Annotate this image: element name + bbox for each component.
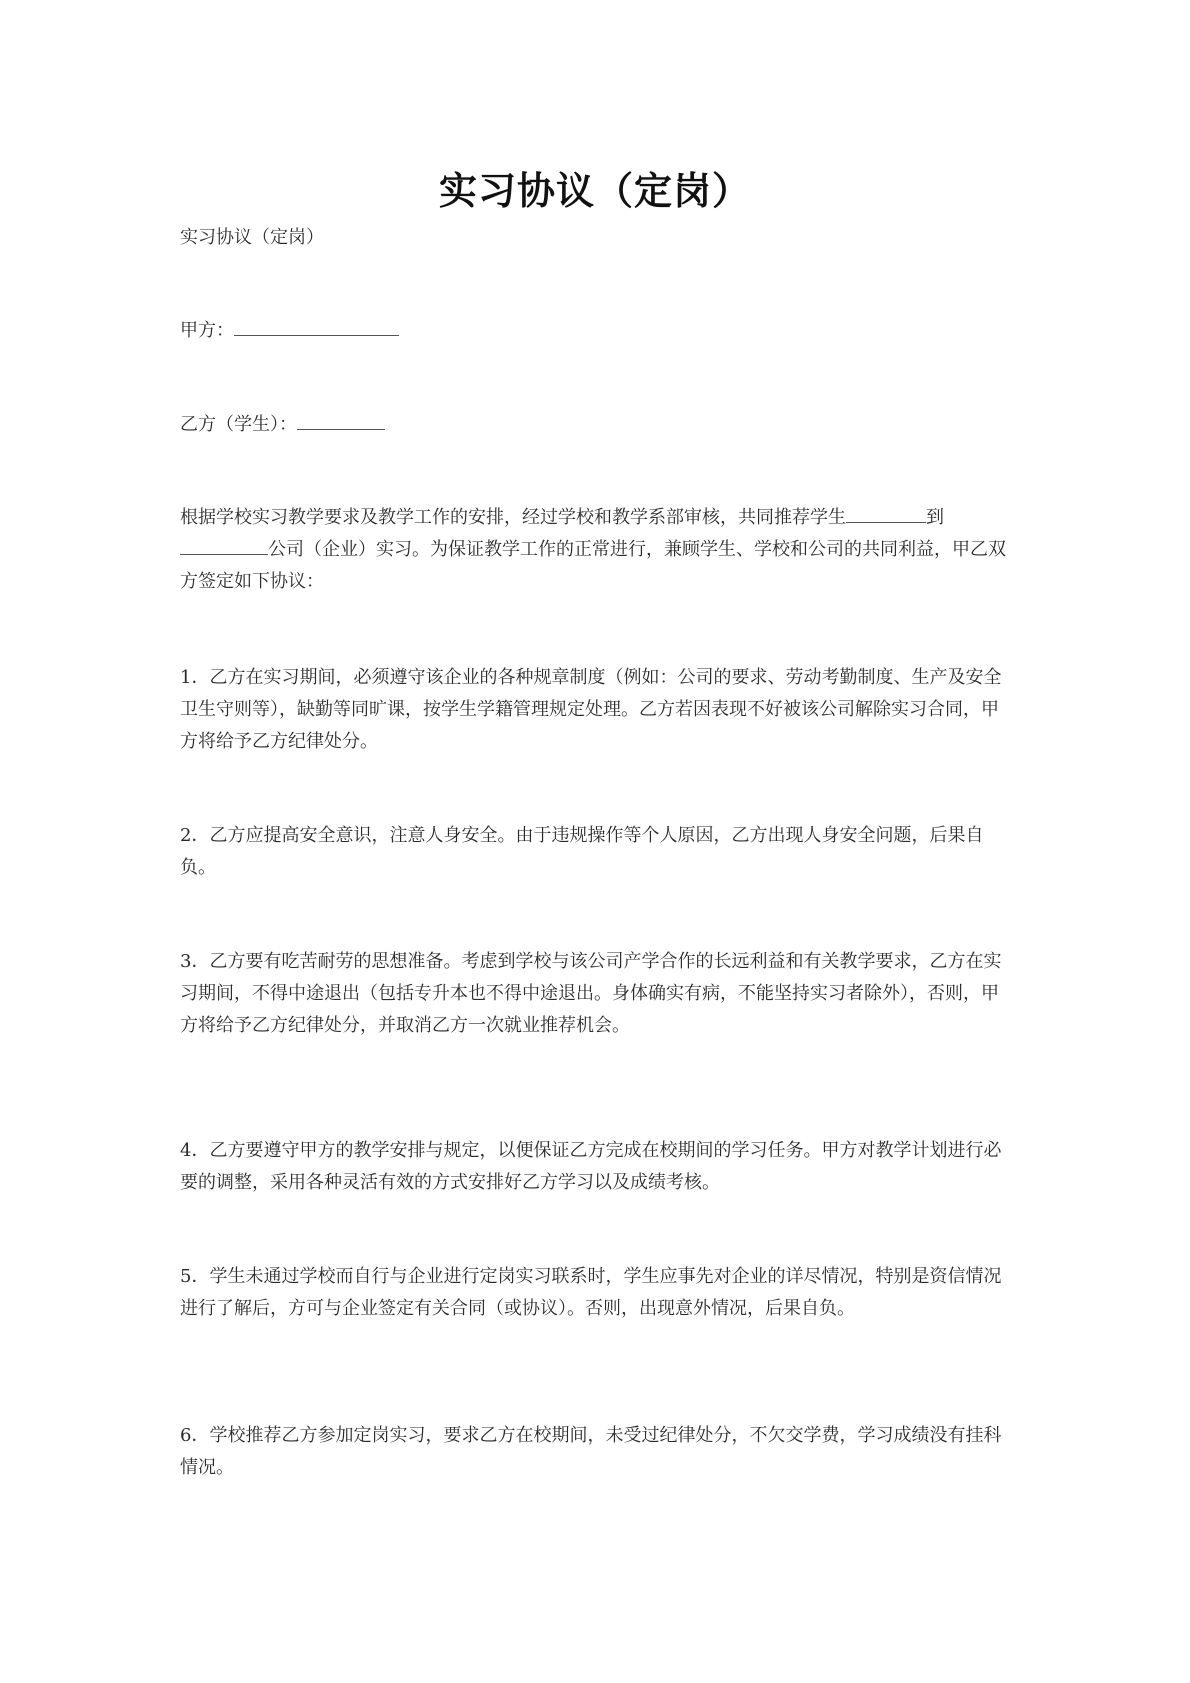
clause-1 bbox=[180, 662, 1015, 758]
document-subtitle: 实习协议（定岗） bbox=[180, 227, 324, 248]
party-b-field bbox=[180, 409, 1015, 441]
party-a-field bbox=[180, 315, 1015, 347]
clause-2 bbox=[180, 820, 1015, 884]
party-a-label: 甲方： bbox=[180, 320, 234, 341]
clause-text: 3．乙方要有吃苦耐劳的思想准备。考虑到学校与该公司产学合作的长远利益和有关教学要求，乙方在实习期间，不得中途退出（包括专升本也不得中途退出。身体确实有病，不能坚持实习者除外），否则，甲方将给予乙方纪律处分，并取消乙方一次就业推荐机会。 bbox=[180, 951, 1002, 1036]
intro-paragraph bbox=[180, 502, 1015, 598]
party-b-label: 乙方（学生）： bbox=[180, 414, 297, 435]
clause-3 bbox=[180, 946, 1015, 1042]
clause-text: 6．学校推荐乙方参加定岗实习，要求乙方在校期间，未受过纪律处分，不欠交学费，学习成绩没有挂科情况。 bbox=[180, 1425, 1002, 1478]
company-name-blank[interactable] bbox=[180, 534, 268, 555]
clause-5 bbox=[180, 1261, 1015, 1325]
clause-4 bbox=[180, 1135, 1015, 1199]
intro-text-2: 到 bbox=[926, 507, 944, 528]
intro-text-3: 公司（企业）实习。为保证教学工作的正常进行，兼顾学生、学校和公司的共同利益，甲乙双方签定如下协议： bbox=[180, 539, 1006, 592]
student-name-blank[interactable] bbox=[846, 502, 926, 523]
clause-text: 2．乙方应提高安全意识，注意人身安全。由于违规操作等个人原因，乙方出现人身安全问题，后果自负。 bbox=[180, 825, 984, 878]
clause-text: 4．乙方要遵守甲方的教学安排与规定，以便保证乙方完成在校期间的学习任务。甲方对教学计划进行必要的调整，采用各种灵活有效的方式安排好乙方学习以及成绩考核。 bbox=[180, 1140, 1002, 1193]
party-a-blank[interactable] bbox=[234, 315, 399, 336]
party-b-blank[interactable] bbox=[297, 409, 385, 430]
document-title: 实习协议（定岗） bbox=[438, 168, 751, 213]
intro-text-1: 根据学校实习教学要求及教学工作的安排，经过学校和教学系部审核，共同推荐学生 bbox=[180, 507, 846, 528]
clause-text: 1．乙方在实习期间，必须遵守该企业的各种规章制度（例如：公司的要求、劳动考勤制度、生产及安全卫生守则等），缺勤等同旷课，按学生学籍管理规定处理。乙方若因表现不好被该公司解除实习合同，甲方将给予乙方纪律处分。 bbox=[180, 667, 1002, 752]
clause-text: 5．学生未通过学校而自行与企业进行定岗实习联系时，学生应事先对企业的详尽情况，特别是资信情况进行了解后，方可与企业签定有关合同（或协议）。否则，出现意外情况，后果自负。 bbox=[180, 1266, 1002, 1319]
clause-6 bbox=[180, 1420, 1015, 1484]
